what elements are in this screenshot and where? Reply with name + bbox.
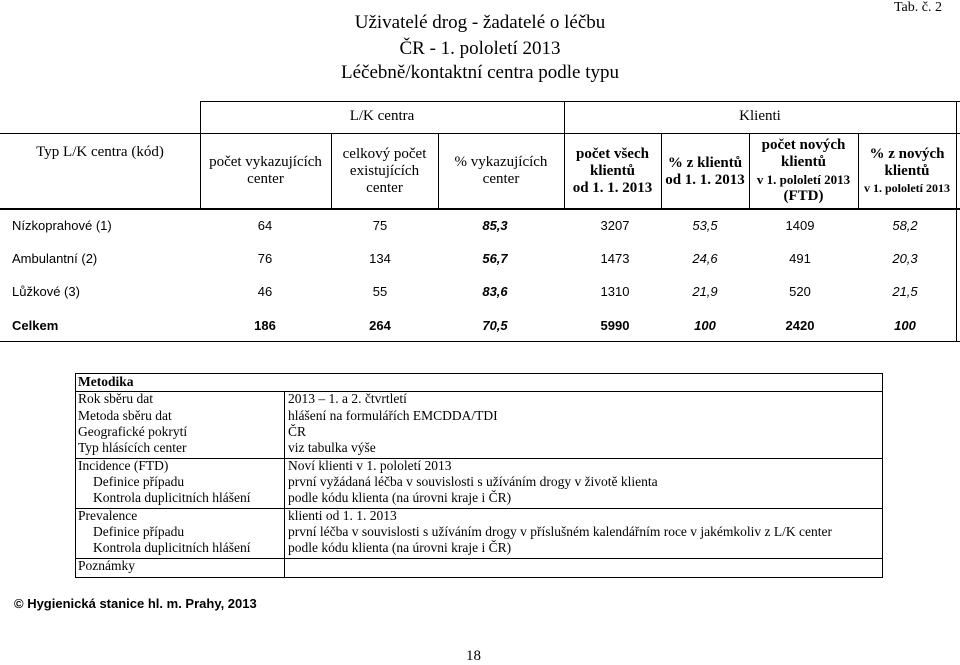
meta-key: Kontrola duplicitních hlášení	[93, 490, 251, 505]
header-line: center	[366, 180, 403, 196]
cell-pct-klientu: 21,9	[692, 284, 718, 299]
cell-vykazujicich: 76	[257, 251, 273, 266]
meta-key: Definice případu	[93, 524, 185, 539]
header-line: % z nových	[869, 146, 945, 162]
header-line: od 1. 1. 2013	[665, 172, 745, 188]
cell-vykazujicich: 46	[257, 284, 273, 299]
meta-value: viz tabulka výše	[288, 440, 376, 455]
cell-vsech: 5990	[600, 318, 630, 333]
meta-key: Definice případu	[93, 474, 185, 489]
cell-pct-vykazujicich: 70,5	[482, 318, 508, 333]
metodika-heading: Metodika	[78, 374, 134, 389]
cell-celkovy: 55	[372, 284, 388, 299]
header-line: v 1. pololetí 2013	[864, 181, 950, 195]
cell-pct-klientu: 53,5	[692, 218, 718, 233]
title-line-2: ČR - 1. pololetí 2013	[399, 38, 561, 59]
meta-key: Rok sběru dat	[78, 391, 153, 406]
header-group-lk: L/K centra	[349, 108, 415, 124]
cell-pct-novych: 20,3	[892, 251, 918, 266]
cell-novych: 2420	[785, 318, 815, 333]
header-line: od 1. 1. 2013	[572, 180, 653, 196]
table-number: Tab. č. 2	[893, 0, 942, 15]
page-number: 18	[466, 648, 481, 664]
header-line: existujících	[349, 163, 420, 179]
meta-key: Geografické pokrytí	[78, 424, 188, 439]
cell-vsech: 1310	[600, 284, 630, 299]
cell-pct-novych: 58,2	[892, 218, 918, 233]
header-line: center	[247, 171, 284, 187]
header-line: % vykazujících	[454, 154, 548, 170]
row-label: Ambulantní (2)	[12, 251, 98, 266]
meta-value: klienti od 1. 1. 2013	[288, 508, 397, 523]
cell-pct-klientu: 100	[694, 318, 716, 333]
title-line-3: Léčebně/kontaktní centra podle typu	[340, 62, 620, 83]
header-group-klienti: Klienti	[739, 108, 781, 124]
title-line-1: Uživatelé drog - žadatelé o léčbu	[354, 12, 606, 33]
meta-key: Incidence (FTD)	[78, 458, 169, 473]
meta-value: 2013 – 1. a 2. čtvrtletí	[288, 391, 407, 406]
meta-key: Kontrola duplicitních hlášení	[93, 540, 251, 555]
meta-value: podle kódu klienta (na úrovni kraje i ČR)	[288, 540, 512, 555]
header-line: v 1. pololetí 2013	[756, 172, 851, 187]
cell-pct-vykazujicich: 56,7	[482, 251, 508, 266]
cell-celkovy: 75	[372, 218, 388, 233]
header-line: klientů	[884, 163, 930, 179]
header-line: počet vykazujících	[209, 154, 322, 170]
header-line: % z klientů	[667, 155, 743, 171]
row-label: Nízkoprahové (1)	[12, 218, 112, 233]
meta-value: hlášení na formulářích EMCDDA/TDI	[288, 408, 498, 423]
meta-value: Noví klienti v 1. pololetí 2013	[288, 458, 452, 473]
cell-celkovy: 134	[369, 251, 391, 266]
header-line: (FTD)	[783, 188, 824, 204]
header-pct-novych	[858, 146, 956, 197]
header-line: celkový počet	[342, 146, 427, 162]
header-line: počet všech	[576, 146, 649, 162]
meta-value: ČR	[288, 424, 307, 439]
meta-key: Metoda sběru dat	[78, 408, 172, 423]
cell-novych: 520	[789, 284, 811, 299]
cell-vykazujicich: 186	[254, 318, 276, 333]
meta-key: Prevalence	[78, 508, 138, 523]
header-line: počet nových	[761, 137, 846, 153]
cell-pct-vykazujicich: 83,6	[482, 284, 508, 299]
cell-celkovy: 264	[369, 318, 391, 333]
header-vykazujicich	[200, 154, 331, 188]
meta-key: Typ hlásících center	[78, 440, 187, 455]
cell-pct-klientu: 24,6	[692, 251, 718, 266]
copyright-footer: © Hygienická stanice hl. m. Prahy, 2013	[14, 596, 257, 611]
row-label: Lůžkové (3)	[12, 284, 80, 299]
header-celkovy	[331, 146, 438, 197]
header-pct-vykazujicich	[438, 154, 564, 188]
header-line: klientů	[589, 163, 635, 179]
meta-value: první léčba v souvislosti s užíváním drogy v příslušném kalendářním roce v jakémkoliv z L/K center	[288, 524, 832, 539]
header-novych	[749, 137, 858, 205]
header-typ: Typ L/K centra (kód)	[36, 144, 164, 160]
cell-vsech: 1473	[600, 251, 630, 266]
meta-key: Poznámky	[78, 558, 135, 573]
cell-vsech: 3207	[600, 218, 630, 233]
header-line: center	[482, 171, 520, 187]
cell-pct-novych: 100	[894, 318, 916, 333]
header-line: klientů	[780, 154, 826, 170]
cell-novych: 1409	[785, 218, 815, 233]
cell-pct-novych: 21,5	[892, 284, 918, 299]
cell-pct-vykazujicich: 85,3	[482, 218, 508, 233]
row-label: Celkem	[12, 318, 59, 333]
cell-vykazujicich: 64	[257, 218, 273, 233]
header-pct-klientu	[661, 155, 749, 189]
meta-value: podle kódu klienta (na úrovni kraje i ČR)	[288, 490, 512, 505]
cell-novych: 491	[789, 251, 811, 266]
meta-value: první vyžádaná léčba v souvislosti s užíváním drogy v životě klienta	[288, 474, 658, 489]
header-vsech	[564, 146, 661, 197]
